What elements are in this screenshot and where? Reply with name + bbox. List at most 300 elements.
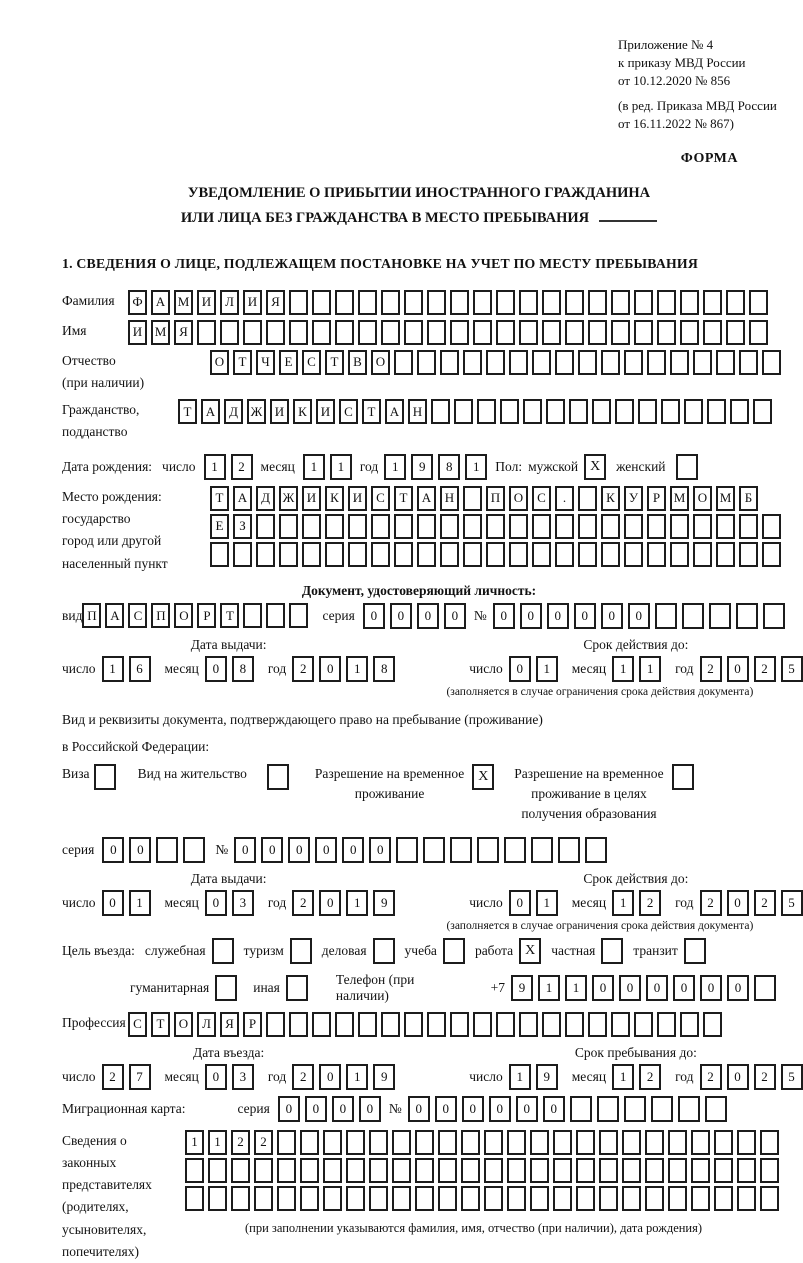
form-cell[interactable] [289,290,308,315]
form-cell[interactable] [300,1186,319,1211]
form-cell[interactable] [599,1158,618,1183]
female-checkbox[interactable] [676,454,698,480]
form-cell[interactable] [404,1012,423,1037]
form-cell[interactable] [555,542,574,567]
form-cell[interactable] [500,399,519,424]
form-cell[interactable]: М [716,486,735,511]
form-cell[interactable]: 2 [754,656,776,682]
form-cell[interactable] [703,320,722,345]
form-cell[interactable]: 0 [727,656,749,682]
form-cell[interactable] [647,542,666,567]
form-cell[interactable] [438,1186,457,1211]
form-cell[interactable] [208,1186,227,1211]
form-cell[interactable] [737,1186,756,1211]
form-cell[interactable]: 2 [700,1064,722,1090]
purpose-humanitarian-checkbox[interactable] [215,975,237,1001]
form-cell[interactable]: 9 [411,454,433,480]
form-cell[interactable] [569,399,588,424]
form-cell[interactable]: 3 [232,1064,254,1090]
temp-residence-education-checkbox[interactable] [672,764,694,790]
form-cell[interactable] [392,1186,411,1211]
form-cell[interactable] [381,1012,400,1037]
form-cell[interactable]: 0 [205,1064,227,1090]
form-cell[interactable]: 0 [727,1064,749,1090]
form-cell[interactable] [185,1158,204,1183]
form-cell[interactable]: 0 [102,837,124,863]
form-cell[interactable] [477,399,496,424]
form-cell[interactable] [346,1158,365,1183]
form-cell[interactable]: З [233,514,252,539]
form-cell[interactable]: К [325,486,344,511]
form-cell[interactable]: Д [256,486,275,511]
form-cell[interactable] [703,290,722,315]
form-cell[interactable] [348,514,367,539]
form-cell[interactable] [381,290,400,315]
form-cell[interactable] [185,1186,204,1211]
form-cell[interactable]: И [270,399,289,424]
form-cell[interactable] [553,1130,572,1155]
form-cell[interactable] [542,320,561,345]
form-cell[interactable]: М [151,320,170,345]
form-cell[interactable]: 1 [346,656,368,682]
form-cell[interactable]: Д [224,399,243,424]
form-cell[interactable]: Ч [256,350,275,375]
form-cell[interactable] [473,1012,492,1037]
form-cell[interactable]: 1 [330,454,352,480]
form-cell[interactable] [760,1130,779,1155]
form-cell[interactable] [461,1158,480,1183]
form-cell[interactable] [289,603,308,628]
form-cell[interactable]: У [624,486,643,511]
form-cell[interactable] [279,514,298,539]
purpose-transit-checkbox[interactable] [684,938,706,964]
form-cell[interactable] [369,1130,388,1155]
form-cell[interactable]: 3 [232,890,254,916]
form-cell[interactable] [762,514,781,539]
form-cell[interactable]: Л [197,1012,216,1037]
form-cell[interactable]: 2 [102,1064,124,1090]
form-cell[interactable] [461,1130,480,1155]
form-cell[interactable] [277,1186,296,1211]
form-cell[interactable] [530,1158,549,1183]
form-cell[interactable]: 0 [205,890,227,916]
form-cell[interactable] [754,975,776,1001]
form-cell[interactable] [737,1130,756,1155]
form-cell[interactable] [680,290,699,315]
form-cell[interactable] [519,320,538,345]
form-cell[interactable] [599,1130,618,1155]
form-cell[interactable] [440,350,459,375]
form-cell[interactable] [657,1012,676,1037]
form-cell[interactable]: 0 [493,603,515,629]
purpose-study-checkbox[interactable] [443,938,465,964]
form-cell[interactable] [558,837,580,863]
form-cell[interactable]: Т [210,486,229,511]
form-cell[interactable] [509,514,528,539]
form-cell[interactable] [312,320,331,345]
form-cell[interactable] [266,1012,285,1037]
form-cell[interactable] [415,1186,434,1211]
form-cell[interactable] [655,603,677,629]
form-cell[interactable] [760,1158,779,1183]
form-cell[interactable] [450,1012,469,1037]
form-cell[interactable] [737,1158,756,1183]
form-cell[interactable] [323,1130,342,1155]
form-cell[interactable]: П [486,486,505,511]
form-cell[interactable] [647,350,666,375]
form-cell[interactable] [691,1158,710,1183]
form-cell[interactable] [726,320,745,345]
form-cell[interactable]: 0 [646,975,668,1001]
form-cell[interactable]: 0 [363,603,385,629]
form-cell[interactable] [256,514,275,539]
form-cell[interactable]: 1 [612,656,634,682]
form-cell[interactable]: Е [279,350,298,375]
form-cell[interactable] [256,542,275,567]
form-cell[interactable] [576,1130,595,1155]
form-cell[interactable] [427,320,446,345]
form-cell[interactable] [555,514,574,539]
form-cell[interactable] [220,320,239,345]
form-cell[interactable] [622,1158,641,1183]
form-cell[interactable] [634,320,653,345]
form-cell[interactable] [763,603,785,629]
form-cell[interactable]: О [174,1012,193,1037]
form-cell[interactable]: 2 [639,1064,661,1090]
form-cell[interactable] [477,837,499,863]
form-cell[interactable]: А [151,290,170,315]
form-cell[interactable] [394,542,413,567]
form-cell[interactable] [484,1130,503,1155]
form-cell[interactable] [716,350,735,375]
form-cell[interactable] [555,350,574,375]
form-cell[interactable] [431,399,450,424]
form-cell[interactable] [358,1012,377,1037]
form-cell[interactable] [601,514,620,539]
form-cell[interactable] [208,1158,227,1183]
form-cell[interactable]: Я [220,1012,239,1037]
form-cell[interactable] [578,514,597,539]
form-cell[interactable]: 0 [369,837,391,863]
form-cell[interactable] [427,1012,446,1037]
form-cell[interactable] [739,350,758,375]
form-cell[interactable]: 0 [592,975,614,1001]
form-cell[interactable] [440,542,459,567]
form-cell[interactable]: А [233,486,252,511]
form-cell[interactable] [509,542,528,567]
form-cell[interactable] [730,399,749,424]
form-cell[interactable] [484,1158,503,1183]
form-cell[interactable] [415,1130,434,1155]
form-cell[interactable]: 0 [261,837,283,863]
form-cell[interactable] [592,399,611,424]
form-cell[interactable]: Т [394,486,413,511]
form-cell[interactable] [312,1012,331,1037]
form-cell[interactable]: 0 [520,603,542,629]
form-cell[interactable]: О [174,603,193,628]
form-cell[interactable] [634,1012,653,1037]
form-cell[interactable] [657,290,676,315]
form-cell[interactable]: К [601,486,620,511]
form-cell[interactable]: 5 [781,656,803,682]
form-cell[interactable]: 0 [462,1096,484,1122]
form-cell[interactable] [739,542,758,567]
form-cell[interactable]: Н [440,486,459,511]
form-cell[interactable]: 0 [543,1096,565,1122]
form-cell[interactable] [254,1186,273,1211]
form-cell[interactable]: 1 [639,656,661,682]
form-cell[interactable]: 0 [319,890,341,916]
form-cell[interactable]: 1 [204,454,226,480]
form-cell[interactable] [714,1130,733,1155]
form-cell[interactable]: 0 [727,975,749,1001]
form-cell[interactable] [530,1130,549,1155]
form-cell[interactable] [358,320,377,345]
form-cell[interactable]: 0 [305,1096,327,1122]
form-cell[interactable] [519,1012,538,1037]
form-cell[interactable] [266,320,285,345]
form-cell[interactable] [601,350,620,375]
form-cell[interactable] [624,1096,646,1122]
form-cell[interactable] [312,290,331,315]
form-cell[interactable] [661,399,680,424]
form-cell[interactable]: 9 [536,1064,558,1090]
form-cell[interactable]: Н [408,399,427,424]
form-cell[interactable] [753,399,772,424]
form-cell[interactable] [703,1012,722,1037]
form-cell[interactable] [670,350,689,375]
form-cell[interactable] [709,603,731,629]
form-cell[interactable] [570,1096,592,1122]
form-cell[interactable]: 1 [536,656,558,682]
form-cell[interactable] [473,320,492,345]
form-cell[interactable]: 0 [319,1064,341,1090]
form-cell[interactable] [585,837,607,863]
form-cell[interactable] [243,603,262,628]
form-cell[interactable] [277,1130,296,1155]
form-cell[interactable]: А [201,399,220,424]
form-cell[interactable]: 0 [601,603,623,629]
form-cell[interactable]: 0 [727,890,749,916]
form-cell[interactable] [588,290,607,315]
form-cell[interactable] [638,399,657,424]
form-cell[interactable]: П [151,603,170,628]
form-cell[interactable] [532,514,551,539]
form-cell[interactable] [507,1158,526,1183]
form-cell[interactable]: 7 [129,1064,151,1090]
form-cell[interactable] [645,1186,664,1211]
form-cell[interactable] [463,542,482,567]
form-cell[interactable]: А [385,399,404,424]
form-cell[interactable] [622,1130,641,1155]
form-cell[interactable]: И [197,290,216,315]
form-cell[interactable]: 6 [129,656,151,682]
form-cell[interactable] [716,542,735,567]
form-cell[interactable] [279,542,298,567]
purpose-tourism-checkbox[interactable] [290,938,312,964]
form-cell[interactable] [624,350,643,375]
form-cell[interactable] [335,320,354,345]
form-cell[interactable]: О [371,350,390,375]
form-cell[interactable]: А [105,603,124,628]
form-cell[interactable]: К [293,399,312,424]
form-cell[interactable]: 0 [509,890,531,916]
form-cell[interactable]: Р [197,603,216,628]
form-cell[interactable] [302,542,321,567]
form-cell[interactable] [693,350,712,375]
form-cell[interactable]: 1 [465,454,487,480]
form-cell[interactable] [197,320,216,345]
form-cell[interactable] [693,514,712,539]
form-cell[interactable]: 1 [509,1064,531,1090]
form-cell[interactable] [277,1158,296,1183]
form-cell[interactable] [417,514,436,539]
purpose-work-checkbox[interactable]: X [519,938,541,964]
form-cell[interactable] [404,320,423,345]
form-cell[interactable] [300,1130,319,1155]
form-cell[interactable] [565,290,584,315]
form-cell[interactable]: 2 [700,890,722,916]
form-cell[interactable]: Т [151,1012,170,1037]
form-cell[interactable]: 0 [102,890,124,916]
form-cell[interactable] [346,1186,365,1211]
form-cell[interactable] [289,320,308,345]
temp-residence-checkbox[interactable]: X [472,764,494,790]
form-cell[interactable]: 9 [373,890,395,916]
purpose-commercial-checkbox[interactable] [373,938,395,964]
form-cell[interactable]: С [339,399,358,424]
form-cell[interactable] [657,320,676,345]
form-cell[interactable] [323,1158,342,1183]
form-cell[interactable]: 0 [417,603,439,629]
form-cell[interactable]: 0 [574,603,596,629]
form-cell[interactable] [233,542,252,567]
visa-checkbox[interactable] [94,764,116,790]
form-cell[interactable]: И [128,320,147,345]
form-cell[interactable] [680,320,699,345]
form-cell[interactable] [507,1130,526,1155]
form-cell[interactable]: 1 [384,454,406,480]
form-cell[interactable]: Л [220,290,239,315]
form-cell[interactable] [749,320,768,345]
form-cell[interactable]: 2 [754,1064,776,1090]
form-cell[interactable]: 0 [516,1096,538,1122]
form-cell[interactable]: 0 [342,837,364,863]
form-cell[interactable]: Ж [279,486,298,511]
form-cell[interactable]: 0 [278,1096,300,1122]
form-cell[interactable]: 0 [444,603,466,629]
form-cell[interactable] [599,1186,618,1211]
form-cell[interactable] [243,320,262,345]
purpose-other-checkbox[interactable] [286,975,308,1001]
form-cell[interactable] [396,837,418,863]
form-cell[interactable]: 8 [373,656,395,682]
form-cell[interactable]: 8 [438,454,460,480]
form-cell[interactable] [415,1158,434,1183]
form-cell[interactable]: Т [178,399,197,424]
form-cell[interactable]: 1 [303,454,325,480]
form-cell[interactable]: 0 [332,1096,354,1122]
form-cell[interactable]: 0 [547,603,569,629]
form-cell[interactable] [546,399,565,424]
form-cell[interactable] [668,1158,687,1183]
form-cell[interactable] [645,1130,664,1155]
form-cell[interactable]: С [128,1012,147,1037]
form-cell[interactable] [346,1130,365,1155]
form-cell[interactable]: В [348,350,367,375]
form-cell[interactable] [369,1186,388,1211]
form-cell[interactable]: 0 [315,837,337,863]
form-cell[interactable] [450,320,469,345]
form-cell[interactable]: 1 [129,890,151,916]
form-cell[interactable]: И [302,486,321,511]
form-cell[interactable] [682,603,704,629]
form-cell[interactable] [231,1158,250,1183]
form-cell[interactable]: 0 [628,603,650,629]
form-cell[interactable] [473,290,492,315]
purpose-private-checkbox[interactable] [601,938,623,964]
form-cell[interactable] [668,1186,687,1211]
form-cell[interactable] [624,514,643,539]
form-cell[interactable] [760,1186,779,1211]
form-cell[interactable] [496,320,515,345]
form-cell[interactable] [450,837,472,863]
form-cell[interactable] [576,1158,595,1183]
form-cell[interactable] [578,350,597,375]
form-cell[interactable] [335,290,354,315]
form-cell[interactable]: . [555,486,574,511]
form-cell[interactable]: 0 [205,656,227,682]
form-cell[interactable] [417,350,436,375]
form-cell[interactable] [553,1158,572,1183]
form-cell[interactable] [463,350,482,375]
form-cell[interactable] [381,320,400,345]
form-cell[interactable]: 1 [612,1064,634,1090]
form-cell[interactable] [645,1158,664,1183]
form-cell[interactable] [323,1186,342,1211]
form-cell[interactable] [578,542,597,567]
form-cell[interactable]: 1 [612,890,634,916]
form-cell[interactable]: 5 [781,1064,803,1090]
form-cell[interactable] [680,1012,699,1037]
form-cell[interactable]: 2 [292,656,314,682]
form-cell[interactable] [404,290,423,315]
form-cell[interactable]: О [509,486,528,511]
form-cell[interactable]: 0 [673,975,695,1001]
form-cell[interactable] [651,1096,673,1122]
form-cell[interactable] [634,290,653,315]
form-cell[interactable] [371,542,390,567]
form-cell[interactable] [705,1096,727,1122]
form-cell[interactable] [530,1186,549,1211]
form-cell[interactable] [325,514,344,539]
form-cell[interactable]: 0 [435,1096,457,1122]
form-cell[interactable] [438,1130,457,1155]
form-cell[interactable]: 0 [129,837,151,863]
form-cell[interactable]: П [82,603,101,628]
form-cell[interactable]: А [417,486,436,511]
form-cell[interactable] [358,290,377,315]
form-cell[interactable] [523,399,542,424]
form-cell[interactable] [254,1158,273,1183]
form-cell[interactable] [726,290,745,315]
form-cell[interactable] [714,1186,733,1211]
form-cell[interactable]: Т [220,603,239,628]
form-cell[interactable]: 0 [359,1096,381,1122]
form-cell[interactable] [507,1186,526,1211]
form-cell[interactable]: 2 [639,890,661,916]
form-cell[interactable]: 2 [231,1130,250,1155]
